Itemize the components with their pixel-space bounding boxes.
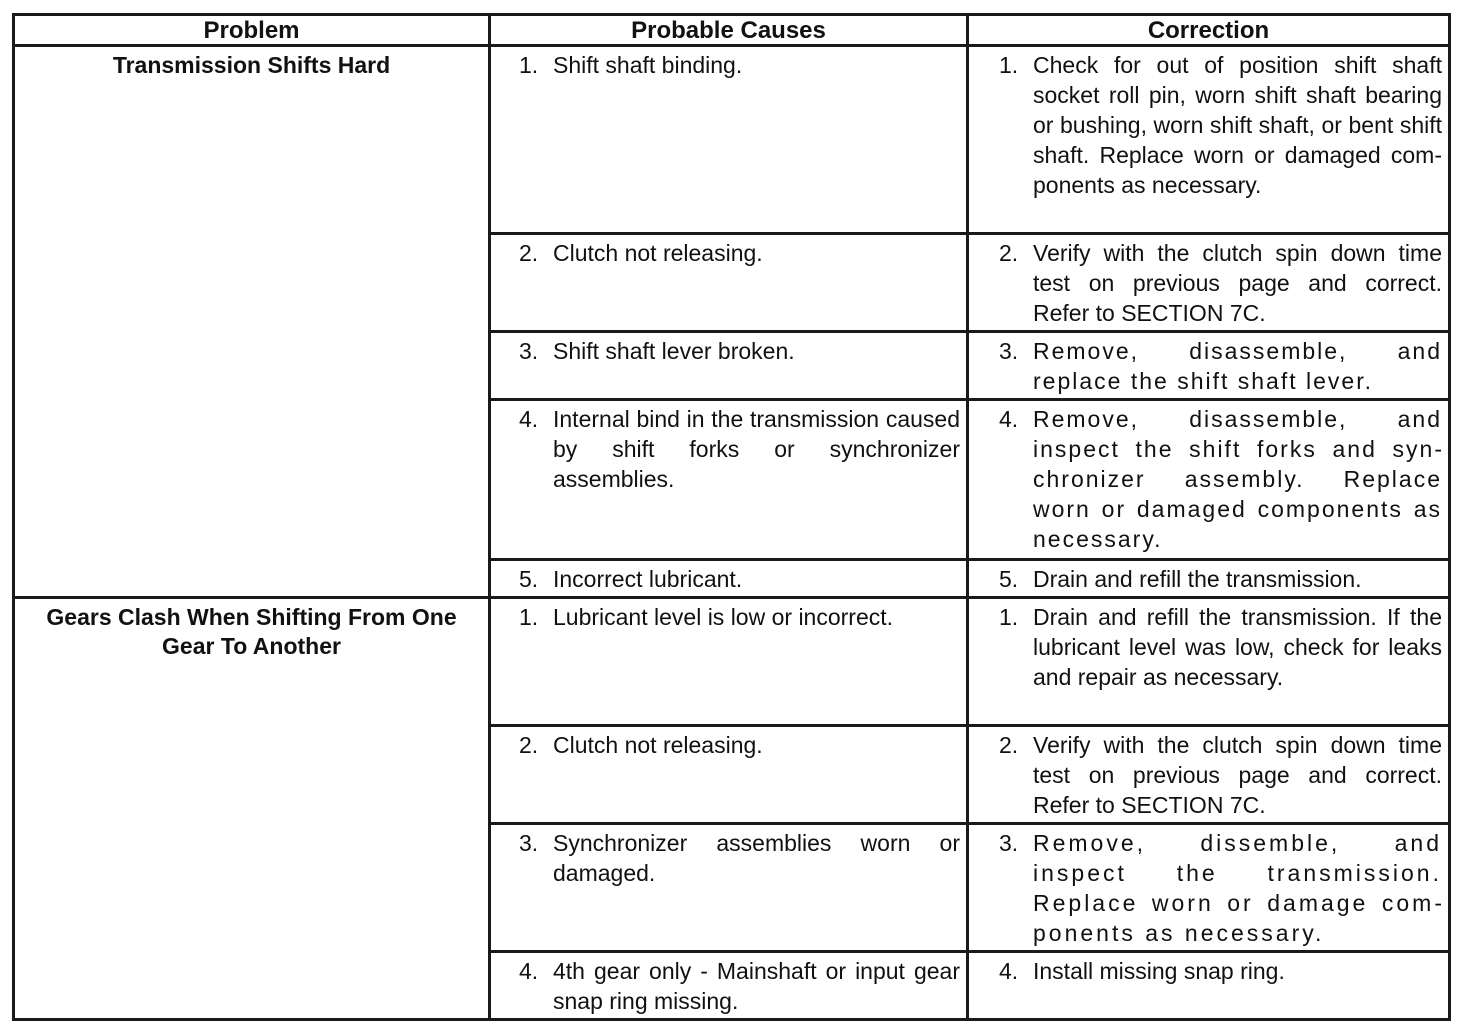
correction-number: 4.	[999, 958, 1019, 984]
cause-text: Shift shaft binding.	[553, 52, 743, 78]
cause-text: Incorrect lubricant.	[553, 566, 743, 592]
problem-cell: Gears Clash When Shifting From One Gear To Another	[14, 598, 490, 1020]
correction-cell	[968, 598, 1450, 726]
cause-number: 5.	[519, 566, 539, 592]
cause-number: 2.	[519, 240, 539, 266]
header-problem: Problem	[14, 15, 490, 46]
cause-text: 4th gear only - Mainshaft or input gear snap ring missing.	[553, 958, 960, 1014]
correction-number: 2.	[999, 732, 1019, 758]
correction-text: Remove, disassemble, and replace the shift shaft lever.	[1033, 338, 1442, 394]
cause-number: 3.	[519, 830, 539, 856]
correction-number: 3.	[999, 338, 1019, 364]
correction-text: Drain and refill the transmission. If the lubricant level was low, check for leaks and repair as necessary.	[1033, 604, 1442, 690]
header-row	[14, 15, 1450, 46]
cause-cell	[490, 46, 968, 234]
correction-text: Install missing snap ring.	[1033, 958, 1285, 984]
correction-text: Remove, disassemble, and inspect the shift forks and synchronizer assembly. Replace worn or damaged components as necessary.	[1033, 406, 1442, 552]
troubleshooting-table	[12, 13, 1451, 1021]
cause-cell	[490, 824, 968, 952]
correction-cell	[968, 726, 1450, 824]
correction-number: 3.	[999, 830, 1019, 856]
cause-number: 3.	[519, 338, 539, 364]
correction-text: Check for out of position shift shaft socket roll pin, worn shift shaft bearing or bushing, worn shift shaft, or bent shift shaft. Replace worn or damaged components as necessary.	[1033, 52, 1442, 198]
cause-text: Internal bind in the transmission caused by shift forks or synchronizer assemblies.	[553, 406, 960, 492]
correction-text: Remove, dissemble, and inspect the transmission. Replace worn or damage components as necessary.	[1033, 830, 1442, 946]
cause-number: 1.	[519, 604, 539, 630]
correction-number: 4.	[999, 406, 1019, 432]
cause-number: 1.	[519, 52, 539, 78]
correction-cell	[968, 952, 1450, 1020]
cause-text: Clutch not releasing.	[553, 732, 763, 758]
header-correction: Correction	[968, 15, 1450, 46]
correction-number: 1.	[999, 604, 1019, 630]
cause-cell	[490, 400, 968, 560]
correction-number: 2.	[999, 240, 1019, 266]
table-row	[14, 598, 1450, 726]
cause-text: Lubricant level is low or incorrect.	[553, 604, 894, 630]
cause-cell	[490, 332, 968, 400]
correction-number: 1.	[999, 52, 1019, 78]
problem-cell: Transmission Shifts Hard	[14, 46, 490, 598]
cause-number: 4.	[519, 958, 539, 984]
cause-cell	[490, 234, 968, 332]
table-row	[14, 46, 1450, 234]
correction-cell	[968, 46, 1450, 234]
troubleshooting-sheet	[12, 13, 1448, 1021]
header-probable-causes: Probable Causes	[490, 15, 968, 46]
correction-cell	[968, 332, 1450, 400]
correction-cell	[968, 400, 1450, 560]
cause-text: Shift shaft lever broken.	[553, 338, 795, 364]
correction-cell	[968, 824, 1450, 952]
cause-number: 2.	[519, 732, 539, 758]
correction-text: Drain and refill the transmission.	[1033, 566, 1362, 592]
cause-text: Synchronizer assemblies worn or damaged.	[553, 830, 960, 886]
cause-text: Clutch not releasing.	[553, 240, 763, 266]
correction-text: Verify with the clutch spin down time test on previous page and correct. Refer to SECTION 7C.	[1033, 240, 1442, 326]
correction-cell	[968, 560, 1450, 598]
correction-cell	[968, 234, 1450, 332]
cause-cell	[490, 952, 968, 1020]
cause-cell	[490, 726, 968, 824]
cause-number: 4.	[519, 406, 539, 432]
correction-number: 5.	[999, 566, 1019, 592]
cause-cell	[490, 560, 968, 598]
cause-cell	[490, 598, 968, 726]
correction-text: Verify with the clutch spin down time test on previous page and correct. Refer to SECTION 7C.	[1033, 732, 1442, 818]
